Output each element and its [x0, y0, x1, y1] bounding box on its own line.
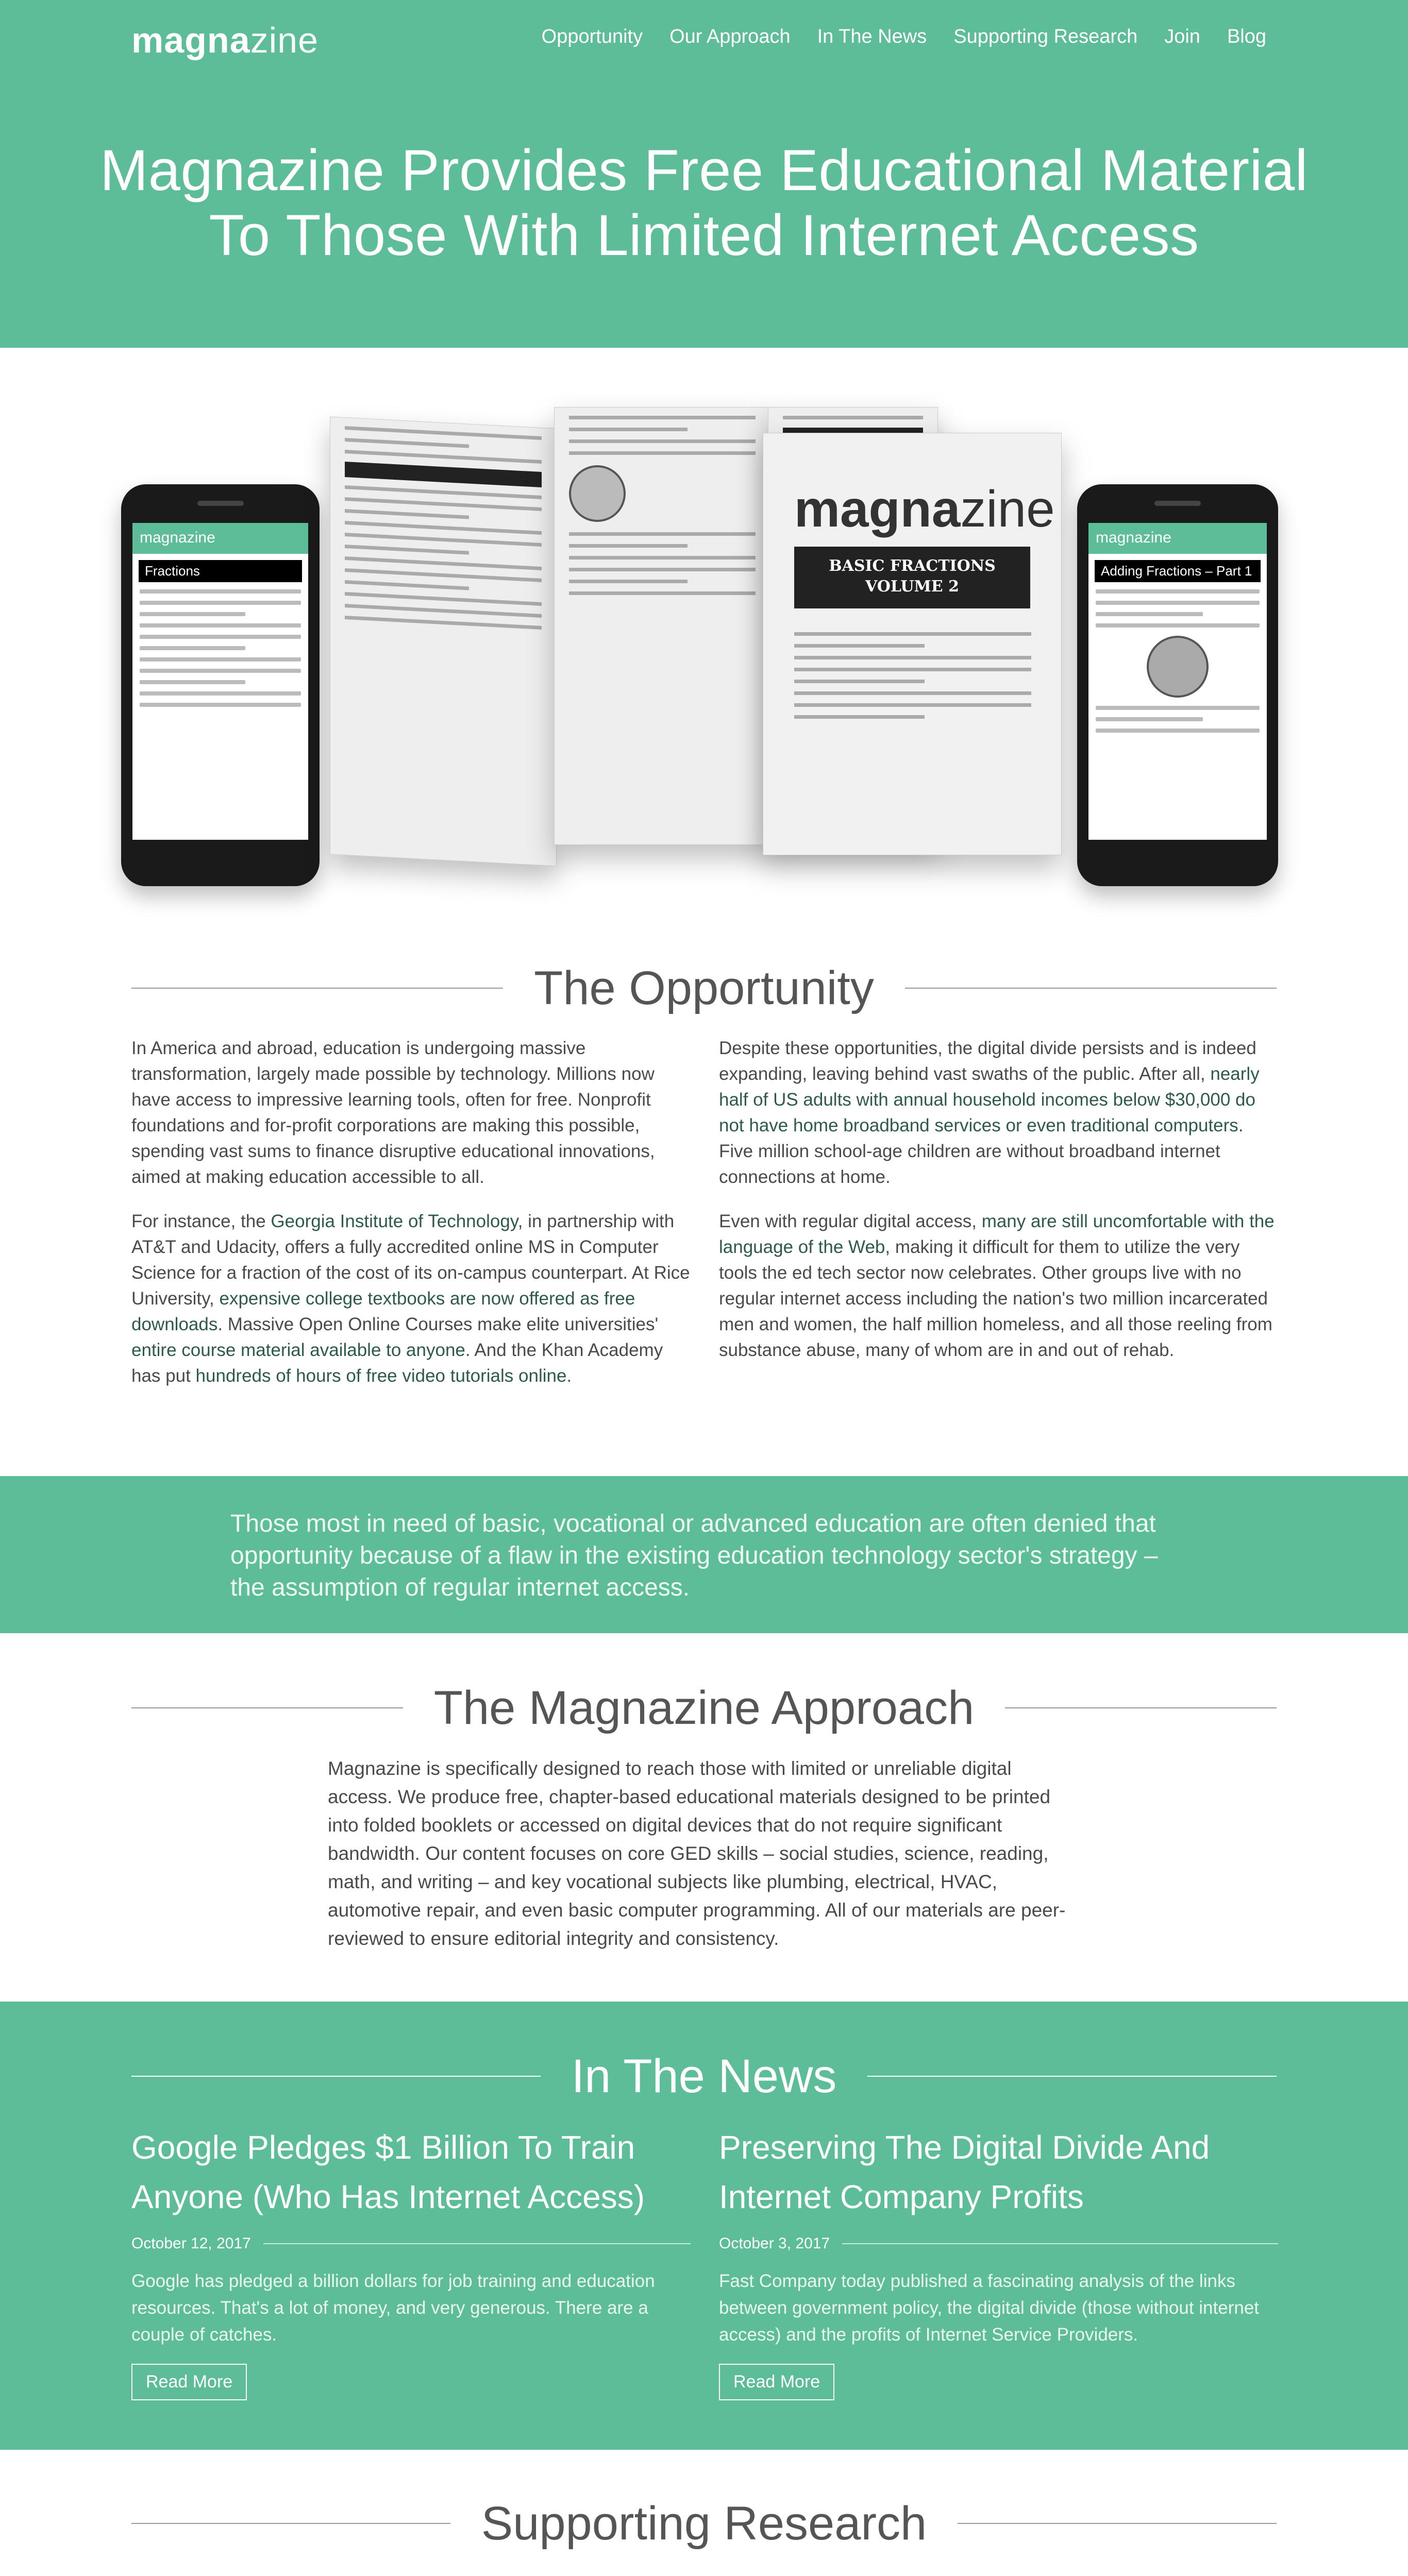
approach-heading-row: [131, 1677, 1277, 1739]
opportunity-paragraph: For instance, the Georgia Institute of Technology, in partnership with AT&T and Udacity, offers a fully accredited online MS in Computer Science for a fraction of the cost of its on-campus counterpart. At Rice University, expensive college textbooks are now offered as free downloads. Massive Open Online Courses make elite universities' entire course material available to anyone. And the Khan Academy has put hundreds of hours of free video tutorials online.: [131, 1211, 690, 1386]
phone-speaker: [197, 501, 244, 506]
khan-academy-link[interactable]: hundreds of hours of free video tutorials online: [195, 1366, 567, 1386]
research-card-title[interactable]: [719, 2571, 1278, 2576]
news-card-date-row: [719, 2235, 1278, 2252]
phone-app-bar: magnazine: [132, 523, 308, 554]
phone-lesson-title: Fractions: [139, 560, 302, 582]
divider: [842, 2243, 1278, 2244]
hero-section: [0, 0, 1408, 348]
opportunity-paragraph: Even with regular digital access, many are still uncomfortable with the language of the Web, making it difficult for them to utilize the very tools the ed tech sector now celebrates. Other groups live with no regular internet access including the nation's two million incarcerated men and women, the half million homeless, and all those reeling from substance abuse, many of whom are in and out of rehab.: [719, 1211, 1275, 1360]
news-card-title[interactable]: Preserving The Digital Divide And Internet Company Profits: [719, 2129, 1210, 2215]
booklet-page-1: [330, 416, 557, 866]
research-section: [0, 2450, 1408, 2576]
cover-title: BASIC FRACTIONS VOLUME 2: [794, 547, 1030, 608]
phone-speaker: [1154, 501, 1201, 506]
nav-our-approach[interactable]: Our Approach: [669, 26, 791, 47]
news-card-date-row: [131, 2235, 691, 2252]
divider: [263, 2243, 691, 2244]
divider: [958, 2523, 1277, 2524]
web-language-link[interactable]: many are still uncomfortable with the language of the Web: [719, 1211, 1275, 1257]
nav-supporting-research[interactable]: Supporting Research: [953, 26, 1138, 47]
phone-lesson-title: Adding Fractions – Part 1: [1095, 560, 1261, 582]
site-logo[interactable]: [131, 20, 319, 61]
opportunity-heading-row: [131, 957, 1277, 1019]
pull-quote: Those most in need of basic, vocational or advanced education are often denied that opportunity because of a flaw in the existing education technology sector's strategy – the assumption of regular internet access.: [230, 1510, 1158, 1601]
free-textbooks-link[interactable]: expensive college textbooks are now offered as free downloads: [131, 1289, 635, 1334]
booklet-page-2: [554, 407, 770, 845]
news-card-title[interactable]: Google Pledges $1 Billion To Train Anyone (Who Has Internet Access): [131, 2129, 645, 2215]
divider: [131, 1707, 403, 1708]
quote-band: [0, 1476, 1408, 1633]
logo-part-2: zine: [250, 20, 319, 60]
read-more-button[interactable]: Read More: [719, 2364, 834, 2400]
news-card-summary: Fast Company today published a fascinating analysis of the links between government policy, the digital divide (those without internet access) and the profits of Internet Service Providers.: [719, 2271, 1260, 2345]
research-card: [131, 2571, 691, 2576]
opportunity-right-column: [719, 1036, 1278, 1382]
course-material-link[interactable]: entire course material available to anyone: [131, 1340, 465, 1360]
divider: [131, 2076, 541, 2077]
opportunity-paragraph: Despite these opportunities, the digital divide persists and is indeed expanding, leaving behind vast swaths of the public. After all, nearly half of US adults with annual household incomes below $30,000 do not have home broadband services or even traditional computers. Five million school-age children are without broadband internet connections at home.: [719, 1038, 1260, 1187]
divider: [905, 988, 1277, 989]
opportunity-heading: The Opportunity: [534, 961, 874, 1014]
research-card-title[interactable]: [131, 2571, 691, 2576]
opportunity-paragraph: In America and abroad, education is undergoing massive transformation, largely made possible by technology. Millions now have access to impressive learning tools, often for free. Nonprofit foundations and for-profit corporations are making this possible, spending vast sums to finance disruptive educational innovations, aimed at making education accessible to all.: [131, 1038, 655, 1187]
news-card-summary: Google has pledged a billion dollars for job training and education resources. That's a lot of money, and very generous. There are a couple of catches.: [131, 2271, 655, 2345]
news-card-date: October 12, 2017: [131, 2235, 251, 2252]
phone-screen: [1088, 523, 1267, 840]
approach-body: Magnazine is specifically designed to reach those with limited or unreliable digital access. We produce free, chapter-based educational materials designed to be printed into folded booklets or accessed on digital devices that do not require significant bandwidth. Our content focuses on core GED skills – social studies, science, reading, math, and writing – and key vocational subjects like plumbing, electrical, HVAC, automotive repair, and even basic computer programming. All of our materials are peer-reviewed to ensure editorial integrity and consistency.: [328, 1758, 1066, 1949]
approach-heading: The Magnazine Approach: [433, 1681, 975, 1734]
news-card: [719, 2123, 1278, 2400]
phone-screen: [132, 523, 308, 840]
georgia-tech-link[interactable]: Georgia Institute of Technology: [271, 1211, 518, 1231]
nav-in-the-news[interactable]: In The News: [817, 26, 927, 47]
research-heading-row: [131, 2493, 1277, 2554]
logo-part-1: magna: [131, 20, 250, 60]
main-nav: [542, 26, 1266, 48]
hero-title-line-1: Magnazine Provides Free Educational Material: [99, 138, 1309, 202]
nav-join[interactable]: Join: [1164, 26, 1200, 47]
news-card: [131, 2123, 691, 2400]
divider: [1005, 1707, 1277, 1708]
research-heading: Supporting Research: [481, 2497, 927, 2550]
nav-opportunity[interactable]: Opportunity: [541, 26, 643, 47]
divider: [867, 2076, 1277, 2077]
divider: [131, 2523, 450, 2524]
broadband-stats-link[interactable]: nearly half of US adults with annual household incomes below $30,000 do not have home broadband services or even traditional computers: [719, 1064, 1260, 1136]
phone-left: [121, 484, 320, 886]
news-heading: In The News: [571, 2049, 837, 2103]
hero-title-line-2: To Those With Limited Internet Access: [209, 203, 1199, 267]
phone-right: [1077, 484, 1278, 886]
news-heading-row: [131, 2045, 1277, 2107]
divider: [131, 988, 503, 989]
cover-logo: magnazine: [794, 480, 1055, 538]
read-more-button[interactable]: Read More: [131, 2364, 247, 2400]
opportunity-left-column: [131, 1036, 691, 1408]
phone-app-bar: magnazine: [1088, 523, 1267, 554]
nav-blog[interactable]: Blog: [1227, 26, 1266, 47]
booklet-cover: [763, 433, 1062, 855]
hero-title: [0, 138, 1408, 268]
news-card-date: October 3, 2017: [719, 2235, 830, 2252]
product-illustration: [113, 392, 1299, 896]
research-card: [719, 2571, 1278, 2576]
news-section: [0, 2002, 1408, 2450]
